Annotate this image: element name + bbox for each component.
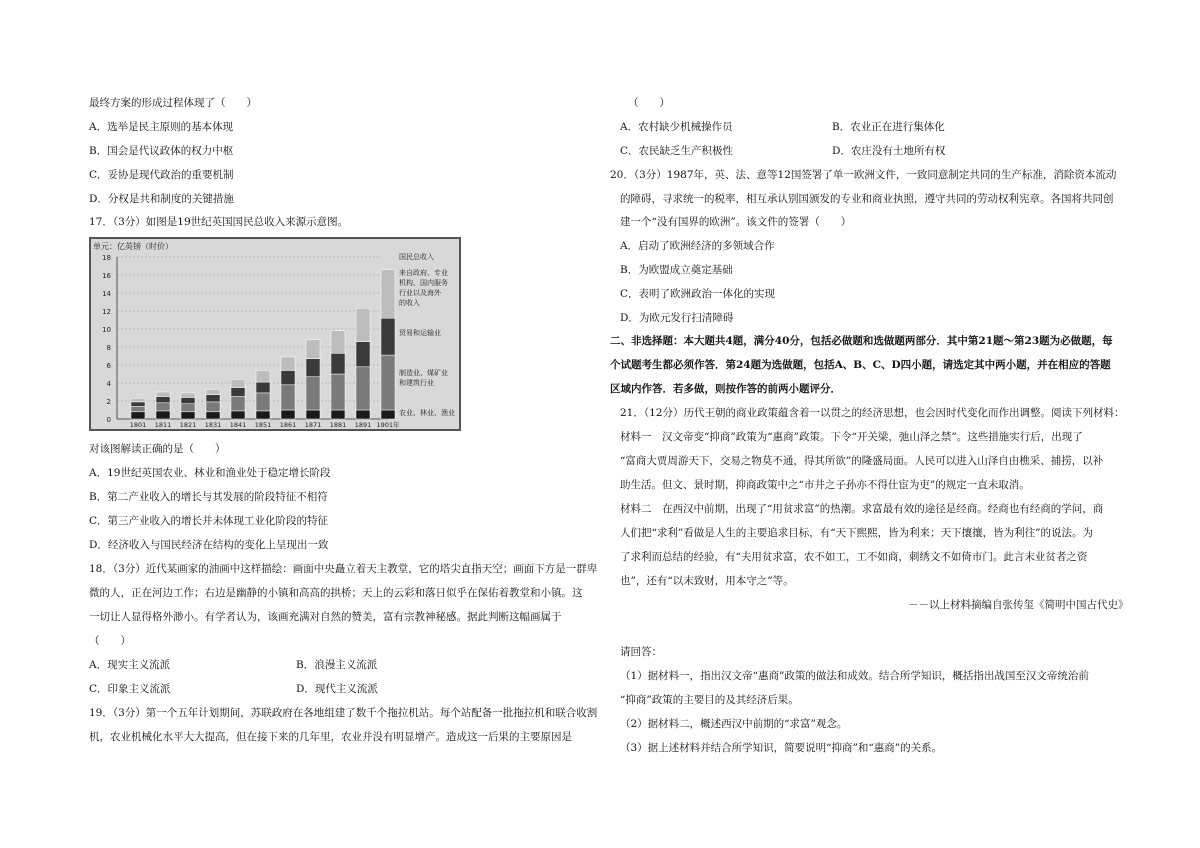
q19-option-a: A．农村缺少机械操作员: [620, 121, 733, 133]
chart-bar-1871-s3: [306, 340, 320, 359]
chart-bar-1841-s1: [231, 397, 245, 411]
chart-y-tick-6: 12: [102, 308, 111, 316]
q21-material1-line-2: “富商大贾周游天下，交易之物莫不通，得其所欲”的隆盛局面。人民可以进入山泽自由樵采、捕捞，以补: [620, 455, 1104, 467]
q21-material2-line-4: 也”，还有“以末致财，用本守之”等。: [620, 575, 794, 587]
chart-legend-label-1: 机构、国内服务: [399, 279, 448, 287]
q19-tail: （ ）: [628, 97, 670, 109]
q21-question-2: （2）据材料二，概述西汉中前期的“求富”观念。: [620, 718, 848, 730]
q21-material2-line-3: 了求利而总结的经验，有“夫用贫求富，农不如工，工不如商，刺绣文不如倚市门。此言末业贫者之资: [620, 551, 1088, 563]
chart-y-tick-3: 6: [106, 362, 111, 370]
q20-line-3: 建一个“没有国界的欧洲”。该文件的签署（ ）: [620, 216, 852, 228]
chart-bar-1831-s1: [206, 402, 220, 412]
q20-option-b: B．为欧盟成立奠定基础: [620, 264, 733, 276]
q18-option-d: D．现代主义流派: [296, 683, 378, 695]
q20-option-a: A．启动了欧洲经济的多领域合作: [620, 240, 775, 252]
chart-x-tick-5: 1851: [254, 421, 272, 429]
chart-bar-1831-s2: [206, 395, 220, 402]
chart-bar-1871-s2: [306, 359, 320, 377]
chart-bar-1891-s0: [356, 410, 370, 419]
chart-bar-1841-s3: [231, 379, 245, 387]
chart-bar-1861-s1: [281, 385, 295, 410]
q18-line-4: （ ）: [89, 635, 131, 647]
chart-bar-1821-s3: [181, 393, 195, 398]
chart-bar-1841-s0: [231, 411, 245, 419]
chart-bar-1881-s2: [331, 353, 345, 374]
chart-x-tick-8: 1881: [329, 421, 347, 429]
chart-bar-1801-s3: [131, 398, 145, 402]
chart-bar-1801-s1: [131, 406, 145, 411]
section2-line-3: 区域内作答．若多做，则按作答的前两小题评分．: [610, 383, 841, 395]
q16-option-b: B．国会是代议政体的权力中枢: [89, 145, 234, 157]
chart-bar-1891-s2: [356, 342, 370, 367]
section2-line-1: 二、非选择题：本大题共4题，满分40分，包括必做题和选做题两部分．其中第21题～第23题为必做题，每: [610, 335, 1113, 347]
q16-option-c: C．妥协是现代政治的重要机制: [89, 169, 234, 181]
chart-bar-1811-s1: [156, 403, 170, 411]
chart-x-tick-0: 1801: [129, 421, 147, 429]
chart-bar-1891-s1: [356, 367, 370, 410]
chart-legend-total: 国民总收入: [399, 253, 434, 261]
chart-bar-1861-s2: [281, 370, 295, 384]
chart-legend-label-0: 来自政府、专业: [399, 269, 448, 277]
q16-option-d: D．分权是共和制度的关键措施: [89, 193, 234, 205]
chart-y-tick-1: 2: [106, 398, 111, 406]
chart-bar-1851-s0: [256, 411, 270, 419]
q21-prompt: 请回答：: [620, 646, 662, 658]
chart-x-tick-9: 1891: [354, 421, 372, 429]
chart-legend-label-7: 农业、林业、渔业: [399, 409, 455, 417]
q21-material2-line-2: 人们把“求利”看做是人生的主要追求目标，有“天下熙熙，皆为利来；天下攘攘，皆为利往”的说法。为: [620, 527, 1093, 539]
chart-legend-label-6: 和建筑行业: [399, 379, 434, 387]
q18-line-1: 18．（3分）近代某画家的油画中这样描绘：画面中央矗立着天主教堂，它的塔尖直指天空；画面下方是一群卑: [89, 563, 598, 575]
chart-bar-1811-s2: [156, 397, 170, 403]
chart-bar-1881-s3: [331, 331, 345, 354]
chart-bar-1831-s0: [206, 412, 220, 419]
chart-bar-1821-s2: [181, 397, 195, 403]
q17-option-c: C．第三产业收入的增长并未体现工业化阶段的特征: [89, 515, 329, 527]
chart-bar-1821-s0: [181, 412, 195, 419]
q17-option-d: D．经济收入与国民经济在结构的变化上呈现出一致: [89, 539, 329, 551]
chart-y-tick-5: 10: [102, 326, 111, 334]
q20-option-c: C．表明了欧洲政治一体化的实现: [620, 288, 776, 300]
chart-bar-1851-s1: [256, 393, 270, 411]
chart-bar-1901年-s1: [381, 355, 395, 410]
chart-y-tick-8: 16: [102, 272, 111, 280]
q17-stem: 17．（3分）如图是19世纪英国国民总收入来源示意图。: [89, 216, 349, 228]
chart-bar-1901年-s2: [381, 318, 395, 355]
q21-material1-line-3: 助生活。但文、景时期，抑商政策中之“市井之子孙亦不得仕宦为吏”的规定一直未取消。: [620, 479, 1030, 491]
q18-line-3: 一切让人显得格外渺小。有学者认为，该画充满对自然的赞美，富有宗教神秘感。据此判断这幅画属于: [89, 611, 562, 623]
q19-option-d: D．农庄没有土地所有权: [832, 145, 946, 157]
chart-legend-label-3: 的收入: [399, 299, 420, 307]
chart-bar-1851-s3: [256, 370, 270, 382]
chart-y-tick-7: 14: [102, 290, 111, 298]
chart-x-tick-7: 1871: [304, 421, 322, 429]
chart-bar-1811-s0: [156, 411, 170, 419]
q18-option-b: B．浪漫主义流派: [296, 659, 378, 671]
q21-stem: 21．（12分）历代王朝的商业政策蕴含着一以贯之的经济思想，也会因时代变化而作出调整。阅读下列材料：: [620, 407, 1125, 419]
income-chart-svg: [91, 239, 459, 429]
chart-y-tick-2: 4: [106, 380, 111, 388]
chart-x-tick-10: 1901年: [376, 421, 400, 429]
q16-option-a: A．选举是民主原则的基本体现: [89, 121, 234, 133]
chart-legend-label-2: 行业以及海外: [399, 289, 441, 297]
chart-bar-1841-s2: [231, 388, 245, 397]
q19-line-1: 19．（3分）第一个五年计划期间，苏联政府在各地组建了数千个拖拉机站。每个站配备一批拖拉机和联合收割: [89, 707, 598, 719]
q20-option-d: D．为欧元发行扫清障碍: [620, 312, 734, 324]
q21-question-1-line-2: “抑商”政策的主要目的及其经济后果。: [620, 694, 799, 706]
q21-source: －－以上材料摘编自张传玺《简明中国古代史》: [908, 599, 1129, 611]
q21-question-3: （3）据上述材料并结合所学知识，简要说明“抑商”和“惠商”的关系。: [620, 742, 943, 754]
chart-bar-1811-s3: [156, 392, 170, 397]
q17-option-b: B．第二产业收入的增长与其发展的阶段特征不相符: [89, 491, 328, 503]
chart-bar-1861-s0: [281, 410, 295, 419]
q19-option-b: B．农业正在进行集体化: [832, 121, 945, 133]
chart-y-tick-4: 8: [106, 344, 111, 352]
chart-bar-1901年-s0: [381, 410, 395, 419]
chart-bar-1901年-s3: [381, 270, 395, 319]
q18-option-c: C．印象主义流派: [89, 683, 171, 695]
chart-y-tick-9: 18: [102, 254, 111, 262]
q21-material1-line-1: 材料一 汉文帝变“抑商”政策为“惠商”政策。下令“开关梁，弛山泽之禁”。这些措施实行后，出现了: [620, 431, 1083, 443]
chart-bar-1881-s1: [331, 374, 345, 410]
chart-bar-1871-s0: [306, 410, 320, 419]
q17-question: 对该图解读正确的是（ ）: [89, 443, 226, 455]
q19-option-c: C．农民缺乏生产积极性: [620, 145, 734, 157]
q19-line-2: 机，农业机械化水平大大提高，但在接下来的几年里，农业并没有明显增产。造成这一后果的主要原因是: [89, 731, 572, 743]
chart-bar-1801-s2: [131, 402, 145, 407]
q21-material2-line-1: 材料二 在西汉中前期，出现了“用贫求富”的热潮。求富最有效的途径是经商。经商也有经商的学问，商: [620, 503, 1104, 515]
chart-bar-1821-s1: [181, 404, 195, 412]
section2-line-2: 个试题考生都必须作答．第24题为选做题，包括A、B、C、D四小题，请选定其中两小题，并在相应的答题: [610, 359, 1111, 371]
chart-bar-1851-s2: [256, 382, 270, 393]
chart-legend-label-4: 贸易和运输业: [399, 329, 441, 337]
q18-option-a: A．现实主义流派: [89, 659, 171, 671]
chart-x-tick-4: 1841: [229, 421, 247, 429]
chart-bar-1891-s3: [356, 308, 370, 341]
q18-line-2: 微的人，正在河边工作；右边是幽静的小镇和高高的拱桥；天上的云彩和落日似乎在保佑着教堂和小镇。这: [89, 587, 583, 599]
chart-bar-1861-s3: [281, 357, 295, 371]
chart-unit-label: 单元：亿英镑（时价）: [93, 242, 173, 251]
q20-line-2: 的障碍，寻求统一的税率，相互承认别国颁发的专业和商业执照，遵守共同的劳动权利宪章。各国将共同创: [620, 193, 1114, 205]
chart-y-tick-0: 0: [106, 416, 111, 424]
q20-line-1: 20．（3分）1987年，英、法、意等12国签署了单一欧洲文件，一致同意制定共同的生产标准，消除资本流动: [610, 169, 1117, 181]
q21-question-1-line-1: （1）据材料一，指出汉文帝“惠商”政策的做法和成效。结合所学知识，概括指出战国至汉文帝统治前: [620, 670, 1089, 682]
chart-x-tick-1: 1811: [154, 421, 172, 429]
q17-option-a: A．19世纪英国农业、林业和渔业处于稳定增长阶段: [89, 467, 331, 479]
chart-bar-1801-s0: [131, 412, 145, 419]
chart-x-tick-3: 1831: [204, 421, 222, 429]
chart-bar-1831-s3: [206, 389, 220, 394]
chart-bar-1881-s0: [331, 410, 345, 419]
chart-legend-label-5: 制造业、煤矿业: [399, 369, 448, 377]
chart-x-tick-2: 1821: [179, 421, 197, 429]
chart-x-tick-6: 1861: [279, 421, 297, 429]
q16-stem-tail: 最终方案的形成过程体现了（ ）: [89, 97, 257, 109]
chart-bar-1871-s1: [306, 377, 320, 410]
income-chart: [89, 237, 461, 431]
